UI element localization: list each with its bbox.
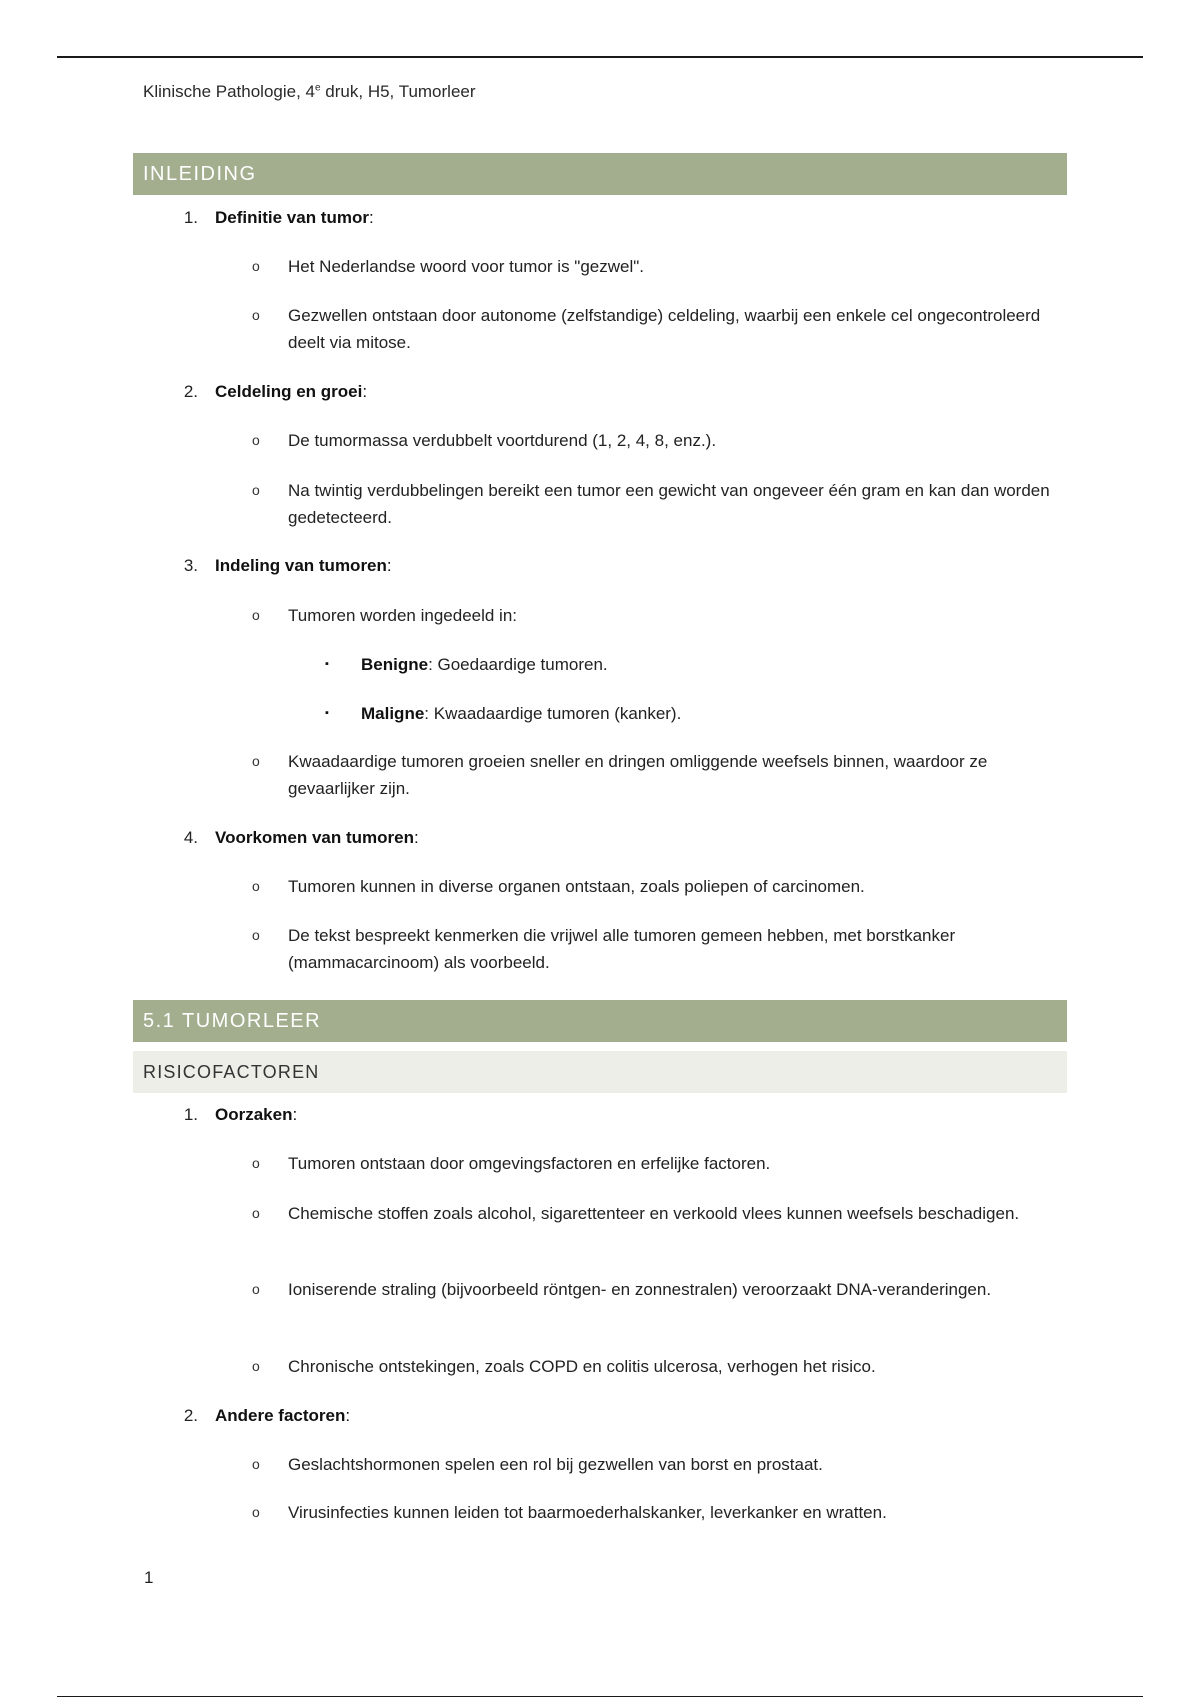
list-item: Chronische ontstekingen, zoals COPD en colitis ulcerosa, verhogen het risico. — [288, 1357, 876, 1376]
top-rule — [57, 56, 1143, 58]
list-number: 2. — [183, 1406, 198, 1425]
sub-list-item — [361, 700, 681, 727]
square-bullet-icon: ▪ — [325, 707, 329, 719]
list-item: Tumoren ontstaan door omgevingsfactoren en erfelijke factoren. — [288, 1154, 771, 1173]
circle-bullet-icon: o — [252, 927, 260, 943]
item-title-text: Celdeling en groei — [215, 382, 363, 401]
circle-bullet-icon: o — [252, 1205, 260, 1221]
circle-bullet-icon: o — [252, 878, 260, 894]
square-bullet-icon: ▪ — [325, 658, 329, 670]
item-title-colon: : — [345, 1406, 351, 1425]
list-item-title — [215, 552, 392, 579]
list-number: 3. — [183, 556, 198, 575]
list-item: De tekst bespreekt kenmerken die vrijwel alle tumoren gemeen hebben, met borstkanker (mammacarcinoom) als voorbeeld. — [288, 926, 956, 972]
list-number: 1. — [183, 208, 198, 227]
list-item: Kwaadaardige tumoren groeien sneller en dringen omliggende weefsels binnen, waardoor ze gevaarlijker zijn. — [288, 752, 988, 798]
list-item: Virusinfecties kunnen leiden tot baarmoederhalskanker, leverkanker en wratten. — [288, 1503, 887, 1522]
list-item-title — [215, 1101, 297, 1128]
list-item: Na twintig verdubbelingen bereikt een tumor een gewicht van ongeveer één gram en kan dan worden gedetecteerd. — [288, 481, 1050, 527]
circle-bullet-icon: o — [252, 1281, 260, 1297]
item-title-text: Andere factoren — [215, 1406, 346, 1425]
running-header-text-pre: Klinische Pathologie, 4 — [143, 82, 316, 101]
circle-bullet-icon: o — [252, 307, 260, 323]
list-item: De tumormassa verdubbelt voortdurend (1, 2, 4, 8, enz.). — [288, 431, 717, 450]
list-item-title — [215, 204, 374, 231]
list-item: Ioniserende straling (bijvoorbeeld röntgen- en zonnestralen) veroorzaakt DNA-veranderingen. — [288, 1280, 992, 1299]
term-benigne: Benigne — [361, 655, 429, 674]
term-definition: : Goedaardige tumoren. — [428, 655, 608, 674]
bottom-rule — [57, 1696, 1143, 1697]
list-item-title — [215, 378, 367, 405]
circle-bullet-icon: o — [252, 1456, 260, 1472]
circle-bullet-icon: o — [252, 1504, 260, 1520]
term-maligne: Maligne — [361, 704, 425, 723]
item-title-text: Definitie van tumor — [215, 208, 369, 227]
list-number: 1. — [183, 1105, 198, 1124]
list-item-title — [215, 824, 419, 851]
item-title-colon: : — [362, 382, 368, 401]
list-number: 4. — [183, 828, 198, 847]
circle-bullet-icon: o — [252, 432, 260, 448]
page-number: 1 — [144, 1568, 154, 1587]
sub-list-item — [361, 651, 608, 678]
edition-superscript: e — [315, 82, 321, 94]
list-item: Tumoren kunnen in diverse organen ontstaan, zoals poliepen of carcinomen. — [288, 877, 865, 896]
list-item: Geslachtshormonen spelen een rol bij gezwellen van borst en prostaat. — [288, 1455, 823, 1474]
list-item: Gezwellen ontstaan door autonome (zelfstandige) celdeling, waarbij een enkele cel ongecontroleerd deelt via mitose. — [288, 306, 1041, 352]
subsection-heading-risicofactoren: RISICOFACTOREN — [133, 1051, 1067, 1093]
circle-bullet-icon: o — [252, 1358, 260, 1374]
circle-bullet-icon: o — [252, 753, 260, 769]
running-header — [143, 82, 476, 102]
item-title-text: Oorzaken — [215, 1105, 293, 1124]
circle-bullet-icon: o — [252, 258, 260, 274]
term-definition: : Kwaadaardige tumoren (kanker). — [424, 704, 682, 723]
list-item: Tumoren worden ingedeeld in: — [288, 606, 518, 625]
item-title-colon: : — [414, 828, 419, 847]
item-title-colon: : — [292, 1105, 298, 1124]
item-title-text: Indeling van tumoren — [215, 556, 387, 575]
circle-bullet-icon: o — [252, 607, 260, 623]
circle-bullet-icon: o — [252, 482, 260, 498]
item-title-colon: : — [368, 208, 374, 227]
list-item-title — [215, 1402, 350, 1429]
circle-bullet-icon: o — [252, 1155, 260, 1171]
section-heading-inleiding: INLEIDING — [133, 153, 1067, 195]
section-heading-tumorleer: 5.1 TUMORLEER — [133, 1000, 1067, 1042]
item-title-colon: : — [386, 556, 392, 575]
list-item: Het Nederlandse woord voor tumor is "gezwel". — [288, 257, 645, 276]
list-item: Chemische stoffen zoals alcohol, sigarettenteer en verkoold vlees kunnen weefsels beschadigen. — [288, 1204, 1020, 1223]
item-title-text: Voorkomen van tumoren — [215, 828, 414, 847]
list-number: 2. — [183, 382, 198, 401]
running-header-text-post: druk, H5, Tumorleer — [320, 82, 476, 101]
